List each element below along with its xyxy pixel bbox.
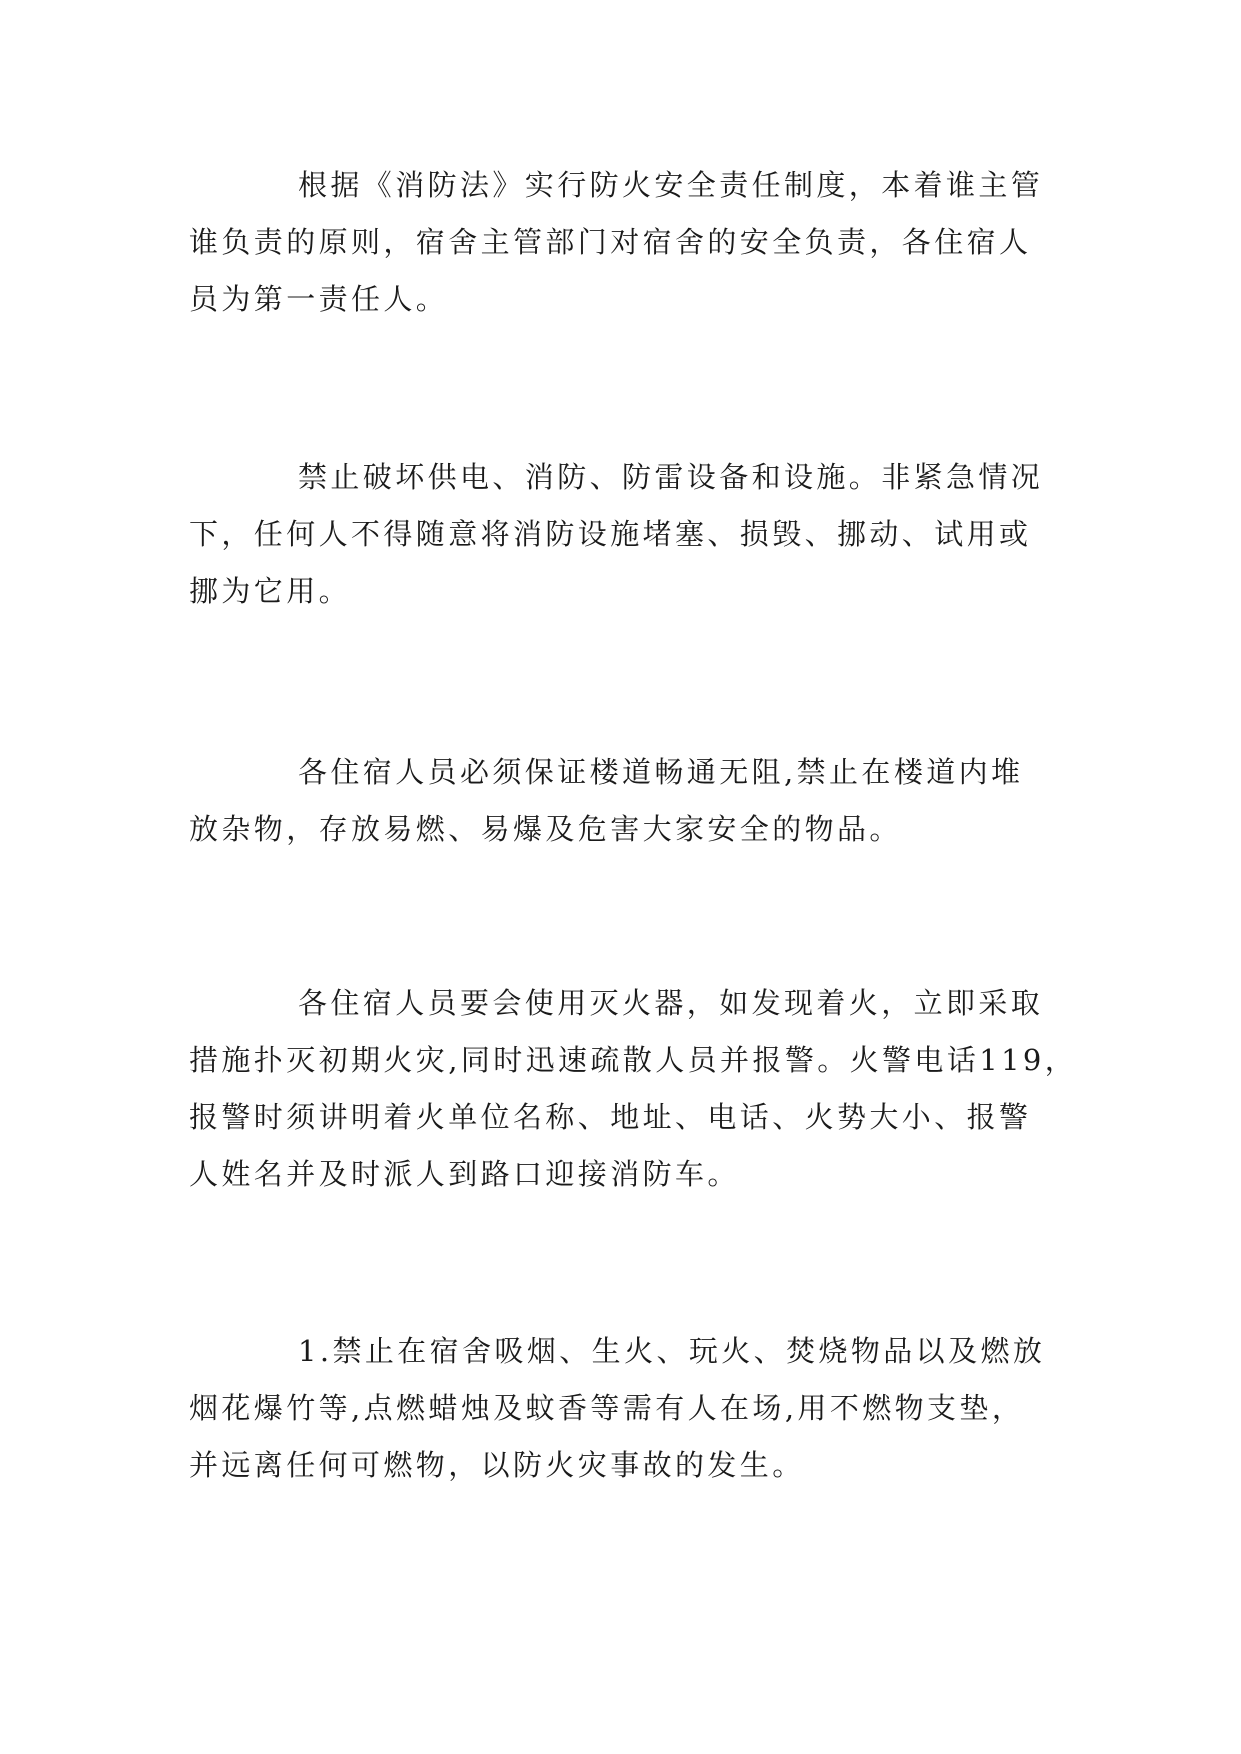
paragraph-fire-response	[189, 975, 1078, 1203]
paragraph-line: 谁负责的原则，宿舍主管部门对宿舍的安全负责，各住宿人	[189, 225, 1032, 259]
paragraph-line: 1.禁止在宿舍吸烟、生火、玩火、焚烧物品以及燃放	[298, 1334, 1046, 1368]
paragraph-line: 员为第一责任人。	[189, 282, 449, 316]
paragraph-rule-1	[189, 1323, 1051, 1494]
paragraph-line: 人姓名并及时派人到路口迎接消防车。	[189, 1157, 740, 1191]
paragraph-facilities	[189, 449, 1051, 620]
paragraph-line: 烟花爆竹等,点燃蜡烛及蚊香等需有人在场,用不燃物支垫，	[189, 1391, 1025, 1425]
paragraph-line: 放杂物，存放易燃、易爆及危害大家安全的物品。	[189, 812, 902, 846]
paragraph-line: 各住宿人员要会使用灭火器，如发现着火，立即采取	[298, 986, 1044, 1020]
paragraph-line: 各住宿人员必须保证楼道畅通无阻,禁止在楼道内堆	[298, 755, 1024, 789]
paragraph-line: 并远离任何可燃物，以防火灾事故的发生。	[189, 1448, 805, 1482]
paragraph-line: 报警时须讲明着火单位名称、地址、电话、火势大小、报警	[189, 1100, 1032, 1134]
paragraph-line: 挪为它用。	[189, 574, 352, 608]
paragraph-responsibility	[189, 157, 1051, 328]
paragraph-line: 措施扑灭初期火灾,同时迅速疏散人员并报警。火警电话119，	[189, 1043, 1078, 1077]
paragraph-line: 下，任何人不得随意将消防设施堵塞、损毁、挪动、试用或	[189, 517, 1032, 551]
paragraph-line: 禁止破坏供电、消防、防雷设备和设施。非紧急情况	[298, 460, 1044, 494]
paragraph-corridor	[189, 744, 1051, 858]
paragraph-line: 根据《消防法》实行防火安全责任制度，本着谁主管	[298, 168, 1044, 202]
